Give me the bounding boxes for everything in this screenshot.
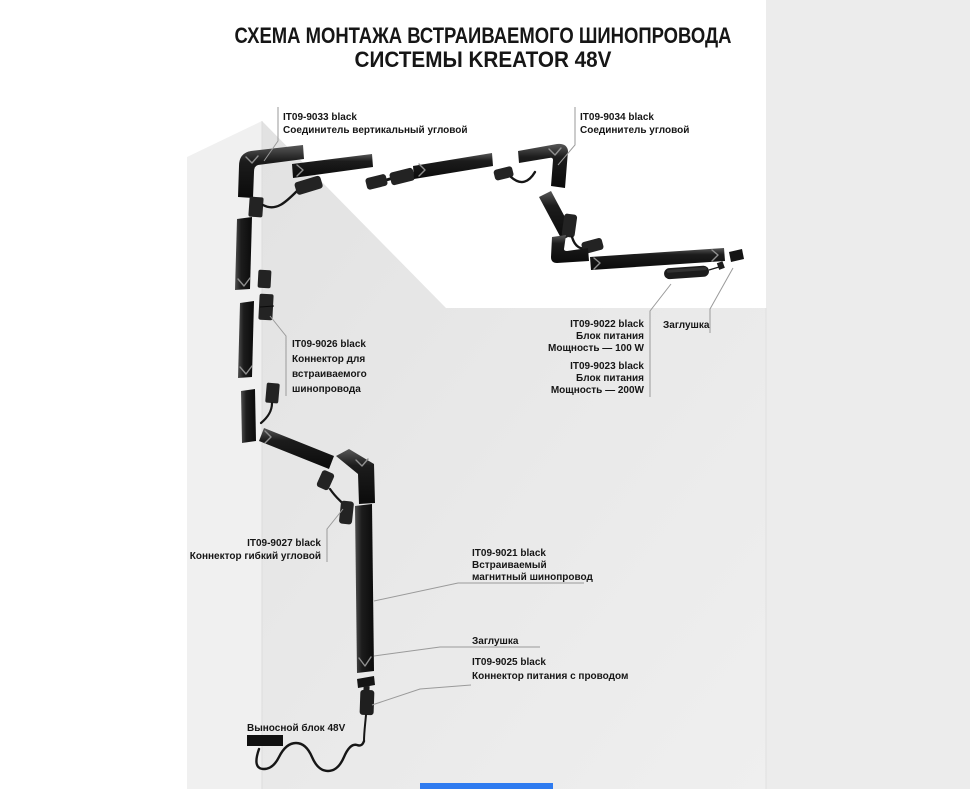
- wire-connector-box: [265, 383, 280, 404]
- label-endcap-top: Заглушка: [663, 320, 710, 331]
- label-it9021-line3: магнитный шинопровод: [472, 572, 593, 583]
- remote-block: [247, 735, 283, 746]
- label-it9023-code: IT09-9023 black: [570, 361, 644, 372]
- label-it9026-line2: Коннектор для: [292, 354, 366, 365]
- label-it9023-line3: Мощность — 200W: [550, 385, 644, 396]
- label-it9034-desc: Соединитель угловой: [580, 125, 690, 136]
- label-it9023-line2: Блок питания: [576, 373, 644, 384]
- page-title-line1: СХЕМА МОНТАЖА ВСТРАИВАЕМОГО ШИНОПРОВОДА: [234, 23, 732, 48]
- label-it9033-code: IT09-9033 black: [283, 112, 357, 123]
- label-it9025-code: IT09-9025 black: [472, 657, 546, 668]
- page-title-line2: СИСТЕМЫ KREATOR 48V: [354, 47, 612, 72]
- label-it9027-desc: Коннектор гибкий угловой: [189, 551, 321, 562]
- label-it9021-code: IT09-9021 black: [472, 548, 546, 559]
- label-it9026-code: IT09-9026 black: [292, 339, 366, 350]
- bottom-blue-bar: [420, 783, 553, 789]
- label-it9034-code: IT09-9034 black: [580, 112, 654, 123]
- label-it9022-code: IT09-9022 black: [570, 319, 644, 330]
- label-it9022-line2: Блок питания: [576, 331, 644, 342]
- label-it9026-line3: встраиваемого: [292, 369, 367, 380]
- track-segment-wall-3: [241, 389, 256, 443]
- label-it9026-line4: шинопровода: [292, 384, 361, 395]
- recessed-connector-box-1: [258, 270, 272, 289]
- right-background-strip: [766, 0, 970, 789]
- label-it9025-desc: Коннектор питания с проводом: [472, 671, 629, 682]
- label-it9027-code: IT09-9027 black: [247, 538, 321, 549]
- label-it9022-line3: Мощность — 100 W: [548, 343, 644, 354]
- label-remote-block: Выносной блок 48V: [247, 723, 346, 734]
- label-endcap-bottom: Заглушка: [472, 636, 519, 647]
- wall-top-connector: [248, 197, 263, 218]
- track-segment-vertical-long: [355, 504, 374, 673]
- label-it9033-desc: Соединитель вертикальный угловой: [283, 125, 468, 136]
- label-it9021-line2: Встраиваемый: [472, 560, 547, 571]
